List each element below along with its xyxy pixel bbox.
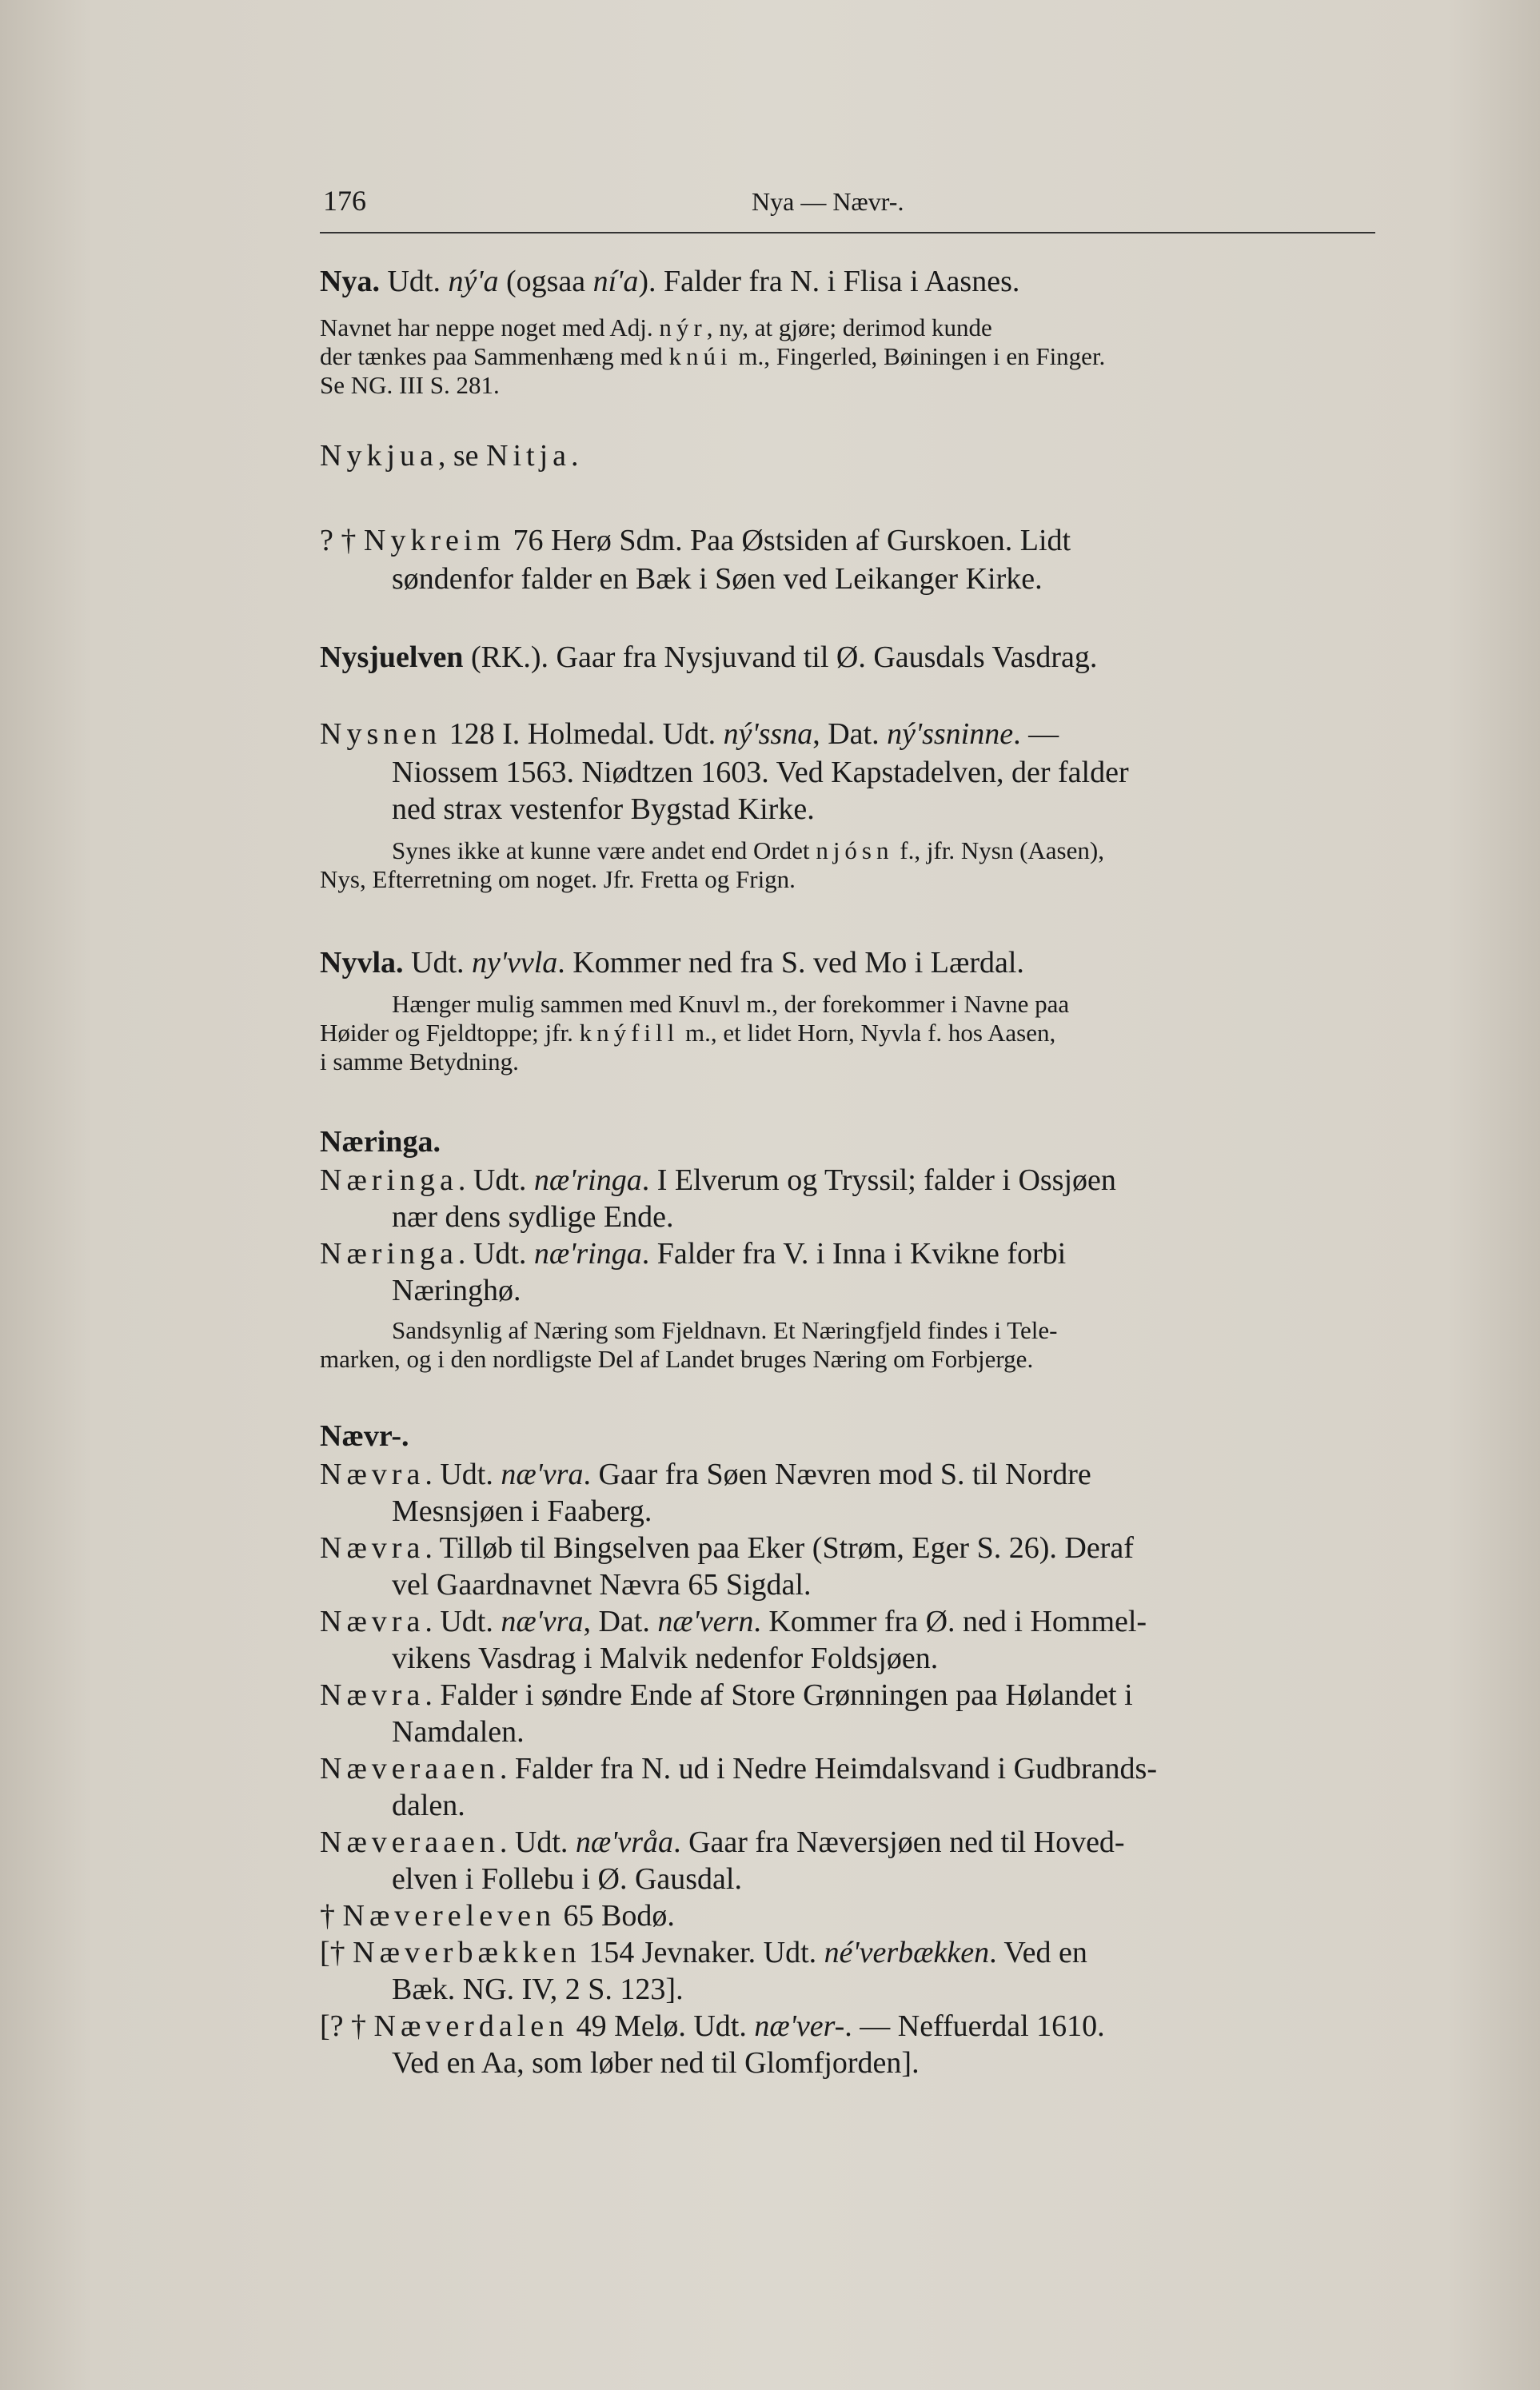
pronunciation: ní'a xyxy=(592,265,639,298)
line-text: marken, og i den nordligste Del af Landet bruges Næring om Forbjerge. xyxy=(320,1345,1034,1373)
text-line xyxy=(392,755,1375,790)
pronunciation: næ'vra xyxy=(501,1605,584,1638)
line-text: . — xyxy=(1013,717,1059,751)
line-text: , se xyxy=(437,439,487,473)
line-text: ). Falder fra N. i Flisa i Aasnes. xyxy=(638,265,1020,298)
text-line xyxy=(392,792,1375,827)
text-line xyxy=(320,945,1375,980)
pronunciation: ný'ssninne xyxy=(887,717,1014,751)
header-rule xyxy=(320,232,1375,233)
line-text: Niossem 1563. Niødtzen 1603. Ved Kapstadelven, der falder xyxy=(392,756,1129,789)
entry-headword: Næringa. xyxy=(320,1125,441,1159)
line-text: , Dat. xyxy=(812,717,888,751)
spaced-name: nýr xyxy=(659,313,707,341)
text-line xyxy=(320,1898,1375,1933)
spaced-name: Nykreim xyxy=(363,524,505,557)
line-text: . Falder i søndre Ende af Store Grønningen paa Hølandet i xyxy=(425,1678,1133,1712)
spaced-name: Nitja xyxy=(486,439,572,473)
line-text: † xyxy=(320,1899,343,1933)
text-line xyxy=(320,865,1375,894)
text-line xyxy=(320,523,1375,558)
text-line xyxy=(320,1163,1375,1198)
line-text: [? † xyxy=(320,2009,374,2043)
pronunciation: næ'vra xyxy=(501,1458,584,1491)
line-text: . Tilløb til Bingselven paa Eker (Strøm, Eger S. 26). Deraf xyxy=(425,1531,1134,1565)
text-line xyxy=(392,1316,1375,1345)
line-text: [† xyxy=(320,1936,353,1969)
text-line xyxy=(392,1199,1375,1235)
spaced-name: njósn xyxy=(816,836,894,864)
text-line xyxy=(320,1825,1375,1860)
line-text: . Kommer ned fra S. ved Mo i Lærdal. xyxy=(557,946,1024,980)
line-text: Sandsynlig af Næring som Fjeldnavn. Et Næringfjeld findes i Tele- xyxy=(392,1316,1058,1344)
line-text: Ved en Aa, som løber ned til Glomfjorden]. xyxy=(392,2046,920,2080)
line-text: . Gaar fra Næversjøen ned til Hoved- xyxy=(673,1825,1125,1859)
spaced-name: knýfill xyxy=(579,1019,680,1047)
text-line xyxy=(320,1047,1375,1076)
line-text: . — Neffuerdal 1610. xyxy=(844,2009,1105,2043)
text-line xyxy=(320,1124,1375,1159)
line-text: (RK.). Gaar fra Nysjuvand til Ø. Gausdals Vasdrag. xyxy=(463,640,1098,674)
spaced-name: Næverbækken xyxy=(353,1936,581,1969)
spaced-name: Næringa xyxy=(320,1163,458,1197)
pronunciation: næ'ver- xyxy=(754,2009,845,2043)
line-text: dalen. xyxy=(392,1789,465,1822)
page-number: 176 xyxy=(323,185,366,217)
text-line xyxy=(320,313,1375,342)
line-text: 49 Melø. Udt. xyxy=(569,2009,755,2043)
text-line xyxy=(392,1641,1375,1676)
line-text: . Kommer fra Ø. ned i Hommel- xyxy=(753,1605,1147,1638)
line-text: Mesnsjøen i Faaberg. xyxy=(392,1494,652,1528)
pronunciation: næ'ringa xyxy=(533,1163,642,1197)
line-text: 154 Jevnaker. Udt. xyxy=(580,1936,824,1969)
line-text: Hænger mulig sammen med Knuvl m., der forekommer i Navne paa xyxy=(392,990,1070,1018)
line-text: vel Gaardnavnet Nævra 65 Sigdal. xyxy=(392,1568,812,1602)
spaced-name: Nævereleven xyxy=(342,1899,556,1933)
line-text: 76 Herø Sdm. Paa Østsiden af Gurskoen. Lidt xyxy=(505,524,1071,557)
text-line xyxy=(392,1861,1375,1897)
pronunciation: næ'vråa xyxy=(575,1825,674,1859)
spaced-name: Nykjua xyxy=(320,439,438,473)
line-text: Namdalen. xyxy=(392,1715,525,1749)
spaced-name: Næveraaen xyxy=(320,1825,500,1859)
text-line xyxy=(320,1530,1375,1566)
line-text: 128 I. Holmedal. Udt. xyxy=(441,717,724,751)
line-text: ? † xyxy=(320,524,364,557)
line-text: . Udt. xyxy=(499,1825,576,1859)
text-line xyxy=(320,2009,1375,2044)
text-line xyxy=(392,836,1375,865)
line-text: i samme Betydning. xyxy=(320,1047,519,1075)
text-line xyxy=(320,371,1375,400)
line-text: Synes ikke at kunne være andet end Ordet xyxy=(392,836,816,864)
spaced-name: Næringa xyxy=(320,1237,458,1271)
pronunciation: ný'a xyxy=(448,265,499,298)
line-text: . Udt. xyxy=(457,1237,534,1271)
text-line xyxy=(392,990,1375,1019)
text-line xyxy=(392,1273,1375,1308)
line-text: . I Elverum og Tryssil; falder i Ossjøen xyxy=(641,1163,1116,1197)
spaced-name: Nævra xyxy=(320,1678,425,1712)
line-text: Bæk. NG. IV, 2 S. 123]. xyxy=(392,1973,684,2006)
line-text: Nys, Efterretning om noget. Jfr. Fretta og Frign. xyxy=(320,865,796,893)
line-text: der tænkes paa Sammenhæng med xyxy=(320,342,669,370)
entry-headword: Nævr-. xyxy=(320,1419,409,1453)
line-text: , Dat. xyxy=(583,1605,658,1638)
text-line xyxy=(320,1457,1375,1492)
text-line xyxy=(320,640,1375,675)
line-text: Navnet har neppe noget med Adj. xyxy=(320,313,660,341)
spaced-name: Nysnen xyxy=(320,717,442,751)
line-text: vikens Vasdrag i Malvik nedenfor Foldsjøen. xyxy=(392,1642,939,1675)
line-text: f., jfr. Nysn (Aasen), xyxy=(893,836,1104,864)
line-text: . Falder fra N. ud i Nedre Heimdalsvand i Gudbrands- xyxy=(499,1752,1157,1786)
text-line xyxy=(392,561,1375,597)
spaced-name: Næveraaen xyxy=(320,1752,500,1786)
text-line xyxy=(320,1418,1375,1454)
line-text: . Falder fra V. i Inna i Kvikne forbi xyxy=(641,1237,1067,1271)
text-line xyxy=(392,1567,1375,1602)
line-text: , ny, at gjøre; derimod kunde xyxy=(706,313,992,341)
spaced-name: Nævra xyxy=(320,1531,425,1565)
line-text: Se NG. III S. 281. xyxy=(320,371,500,399)
spaced-name: Nævra xyxy=(320,1605,425,1638)
line-text: . Ved en xyxy=(989,1936,1087,1969)
line-text: elven i Follebu i Ø. Gausdal. xyxy=(392,1862,742,1896)
line-text: m., et lidet Horn, Nyvla f. hos Aasen, xyxy=(679,1019,1056,1047)
line-text: 65 Bodø. xyxy=(555,1899,675,1933)
text-line xyxy=(320,1019,1375,1047)
text-line xyxy=(320,342,1375,371)
text-line xyxy=(392,1788,1375,1823)
line-text: ned strax vestenfor Bygstad Kirke. xyxy=(392,792,815,826)
text-line xyxy=(392,1714,1375,1750)
text-line xyxy=(320,1604,1375,1639)
text-line xyxy=(320,1751,1375,1786)
spaced-name: Nævra xyxy=(320,1458,425,1491)
text-line xyxy=(320,1678,1375,1713)
entry-headword: Nya. xyxy=(320,265,380,298)
line-text: Udt. xyxy=(379,265,449,298)
line-text: . Udt. xyxy=(425,1605,501,1638)
spaced-name: knúi xyxy=(668,342,732,370)
entry-headword: Nysjuelven xyxy=(320,640,464,674)
text-line xyxy=(392,1494,1375,1529)
spaced-name: Næverdalen xyxy=(373,2009,569,2043)
line-text: . Udt. xyxy=(425,1458,501,1491)
pronunciation: né'verbækken xyxy=(824,1936,990,1969)
line-text: . Udt. xyxy=(457,1163,534,1197)
text-line xyxy=(392,2045,1375,2081)
text-line xyxy=(320,1935,1375,1970)
line-text: . xyxy=(571,439,579,473)
text-line xyxy=(392,1972,1375,2007)
pronunciation: ny'vvla xyxy=(472,946,558,980)
line-text: nær dens sydlige Ende. xyxy=(392,1200,674,1234)
line-text: Udt. xyxy=(403,946,472,980)
pronunciation: næ'ringa xyxy=(533,1237,642,1271)
entry-headword: Nyvla. xyxy=(320,946,404,980)
text-line xyxy=(320,438,1375,473)
line-text: . Gaar fra Søen Nævren mod S. til Nordre xyxy=(583,1458,1091,1491)
text-line xyxy=(320,1345,1375,1374)
line-text: Høider og Fjeldtoppe; jfr. xyxy=(320,1019,580,1047)
line-text: m., Fingerled, Bøiningen i en Finger. xyxy=(732,342,1106,370)
line-text: (ogsaa xyxy=(498,265,593,298)
text-line xyxy=(320,716,1375,752)
pronunciation: næ'vern xyxy=(657,1605,754,1638)
text-line xyxy=(320,1236,1375,1271)
line-text: søndenfor falder en Bæk i Søen ved Leikanger Kirke. xyxy=(392,562,1043,596)
pronunciation: ný'ssna xyxy=(723,717,813,751)
text-line xyxy=(320,264,1375,299)
line-text: Næringhø. xyxy=(392,1274,521,1307)
running-title: Nya — Nævr-. xyxy=(752,187,904,216)
